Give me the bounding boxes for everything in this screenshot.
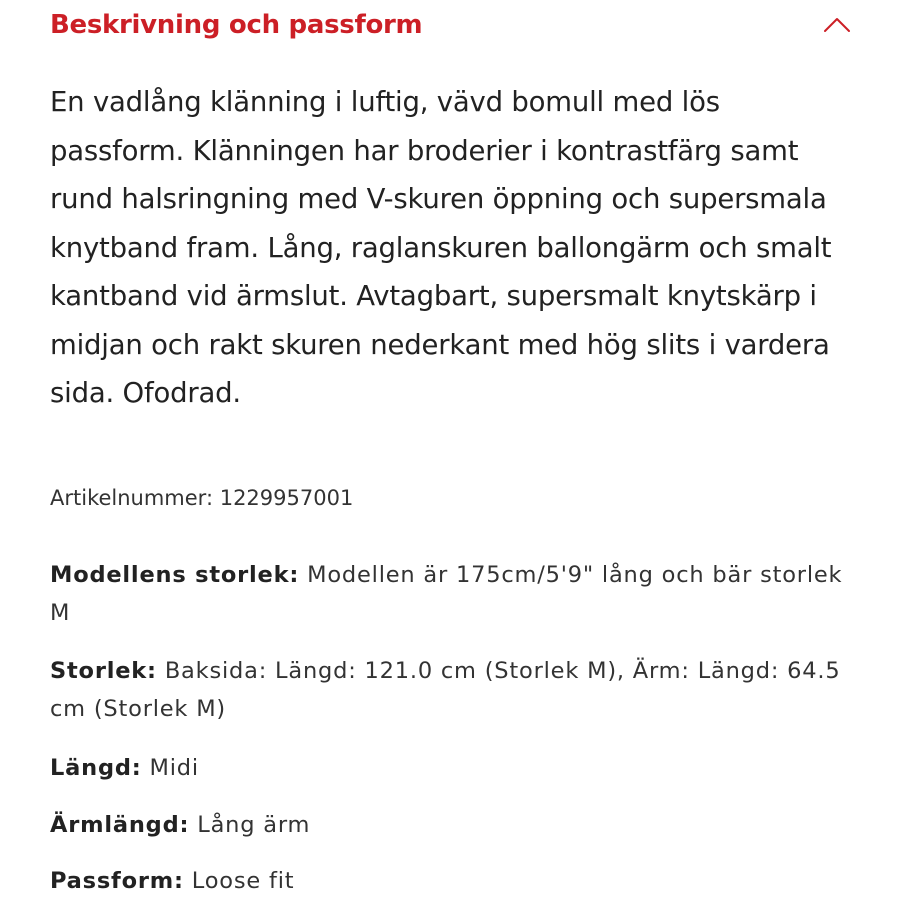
spec-value: Modellen är 175cm/5'9" lång och bär storlek M [50, 562, 843, 626]
description-section-header[interactable] [50, 0, 870, 50]
spec-size [50, 652, 860, 728]
spec-value: Loose fit [191, 868, 295, 894]
spec-label: Modellens storlek: [50, 562, 300, 588]
spec-fit [50, 862, 860, 900]
spec-value: Lång ärm [197, 812, 311, 838]
product-description: En vadlång klänning i luftig, vävd bomull med lös passform. Klänningen har broderier i kontrastfärg samt rund halsringning med V-skuren öppning och supersmala knytband fram. Lång, raglanskuren ballongärm och smalt kantband vid ärmslut. Avtagbart, supersmalt knytskärp i midjan och rakt skuren nederkant med hög slits i vardera sida. Ofodrad. [50, 86, 832, 409]
spec-value: Midi [149, 755, 199, 781]
spec-model-size [50, 556, 860, 632]
section-title: Beskrivning och passform [50, 10, 423, 40]
spec-label: Storlek: [50, 658, 157, 684]
spec-label: Ärmlängd: [50, 812, 190, 838]
article-number: Artikelnummer: 1229957001 [50, 486, 354, 510]
spec-length [50, 749, 860, 787]
spec-label: Passform: [50, 868, 184, 894]
spec-sleeve-length [50, 806, 860, 844]
chevron-up-icon[interactable] [820, 8, 854, 42]
spec-value: Baksida: Längd: 121.0 cm (Storlek M), Ärm: Längd: 64.5 cm (Storlek M) [50, 658, 841, 722]
spec-label: Längd: [50, 755, 142, 781]
